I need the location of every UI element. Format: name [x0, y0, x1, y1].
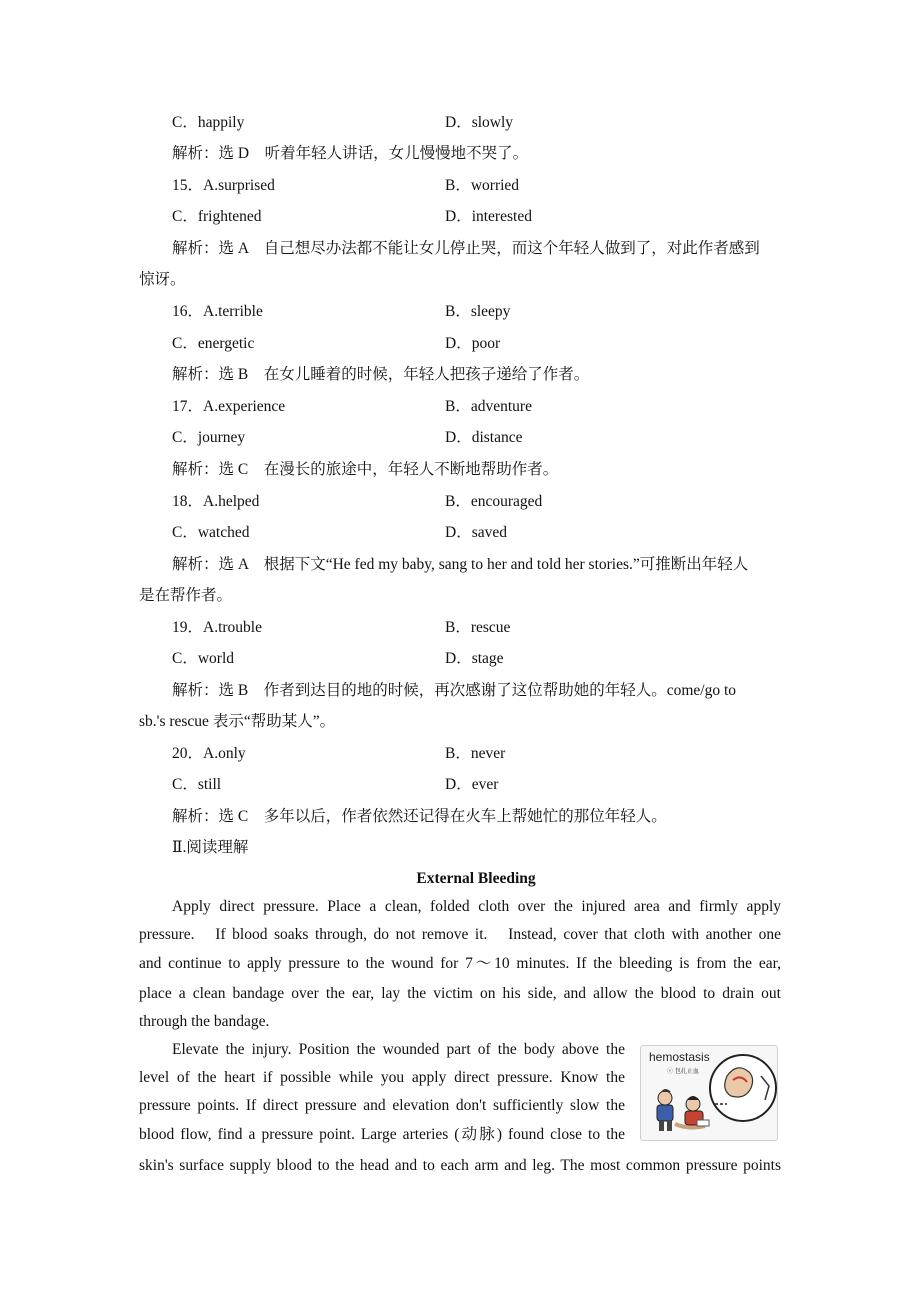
- explanation-17: 解析：选 C 在漫长的旅途中，年轻人不断地帮助作者。: [172, 461, 559, 478]
- option-d: D．distance: [445, 429, 523, 446]
- paragraph-1-line: Apply direct pressure. Place a clean, folded cloth over the injured area and firmly apply: [172, 898, 781, 915]
- option-d: D．stage: [445, 650, 504, 667]
- option-d: D．slowly: [445, 114, 514, 131]
- paragraph-2-line: blood flow, find a pressure point. Large arteries (动脉) found close to the: [139, 1126, 625, 1143]
- question-20-option-a: 20．A.only: [172, 745, 246, 762]
- option-c: C．still: [172, 776, 222, 793]
- explanation-15-cont: 惊讶。: [139, 271, 186, 288]
- figure-label: hemostasis: [649, 1050, 710, 1064]
- option-c: C．world: [172, 650, 235, 667]
- paragraph-2-line: skin's surface supply blood to the head and to each arm and leg. The most common pressure points: [139, 1157, 781, 1174]
- option-b: B．encouraged: [445, 493, 543, 510]
- option-d: D．saved: [445, 524, 507, 541]
- explanation-19-cont: sb.'s rescue 表示“帮助某人”。: [139, 713, 336, 730]
- paragraph-1-line: pressure. If blood soaks through, do not remove it. Instead, cover that cloth with another one: [139, 926, 781, 943]
- option-d: D．interested: [445, 208, 532, 225]
- option-d: D．ever: [445, 776, 499, 793]
- option-b: B．never: [445, 745, 506, 762]
- option-c: C．journey: [172, 429, 246, 446]
- option-b: B．worried: [445, 177, 520, 194]
- question-16-option-a: 16．A.terrible: [172, 303, 263, 320]
- option-b: B．sleepy: [445, 303, 511, 320]
- paragraph-2-line: Elevate the injury. Position the wounded part of the body above the: [172, 1041, 625, 1058]
- option-b: B．rescue: [445, 619, 511, 636]
- question-15-option-a: 15．A.surprised: [172, 177, 275, 194]
- paragraph-1-line: and continue to apply pressure to the wound for 7～10 minutes. If the bleeding is from the ear,: [139, 955, 781, 972]
- question-18-option-a: 18．A.helped: [172, 493, 260, 510]
- explanation-14: 解析：选 D 听着年轻人讲话，女儿慢慢地不哭了。: [172, 145, 529, 162]
- figure-sublabel: ⓔ 包扎止血: [667, 1068, 699, 1075]
- option-c: C．happily: [172, 114, 245, 131]
- option-c: C．energetic: [172, 335, 255, 352]
- option-b: B．adventure: [445, 398, 532, 415]
- section-heading: Ⅱ.阅读理解: [172, 839, 249, 856]
- explanation-19: 解析：选 B 作者到达目的地的时候，再次感谢了这位帮助她的年轻人。come/go to: [172, 682, 737, 699]
- explanation-18: 解析：选 A 根据下文“He fed my baby, sang to her and told her stories.”可推断出年轻人: [172, 556, 749, 573]
- explanation-15: 解析：选 A 自己想尽办法都不能让女儿停止哭，而这个年轻人做到了，对此作者感到: [172, 240, 760, 257]
- first-aid-cartoon-icon: [641, 1046, 777, 1140]
- question-17-option-a: 17．A.experience: [172, 398, 286, 415]
- hemostasis-illustration: [640, 1045, 778, 1141]
- option-c: C．watched: [172, 524, 250, 541]
- question-19-option-a: 19．A.trouble: [172, 619, 262, 636]
- option-c: C．frightened: [172, 208, 262, 225]
- option-d: D．poor: [445, 335, 501, 352]
- paragraph-2-line: level of the heart if possible while you apply direct pressure. Know the: [139, 1069, 625, 1086]
- paragraph-1-line: place a clean bandage over the ear, lay the victim on his side, and allow the blood to drain out: [139, 985, 781, 1002]
- paragraph-1-line: through the bandage.: [139, 1013, 270, 1030]
- explanation-16: 解析：选 B 在女儿睡着的时候，年轻人把孩子递给了作者。: [172, 366, 590, 383]
- paragraph-2-line: pressure points. If direct pressure and elevation don't sufficiently slow the: [139, 1097, 625, 1114]
- explanation-20: 解析：选 C 多年以后，作者依然还记得在火车上帮她忙的那位年轻人。: [172, 808, 667, 825]
- passage-title: External Bleeding: [416, 870, 536, 887]
- explanation-18-cont: 是在帮作者。: [139, 587, 233, 604]
